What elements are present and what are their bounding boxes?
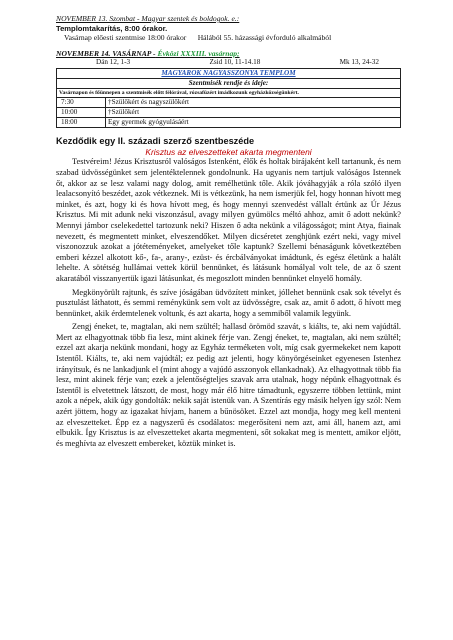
table-row	[57, 98, 401, 108]
bulletin-page	[56, 14, 401, 452]
article-subtitle: Krisztus az elveszetteket akarta megmenteni	[145, 147, 312, 158]
church-name: MAGYAROK NAGYASSZONYA TEMPLOM	[57, 69, 401, 79]
article-title: Kezdődik egy II. századi szerző szentbeszéde	[56, 136, 255, 147]
mass-intention: †Szülőkért és nagyszülőkért	[106, 98, 401, 108]
article-paragraph-2: Megkönyörült rajtunk, és szíve jóságában üdvözített minket, jóllehet bennünk csak sok tévelyt és pusztulást láthatott, és semmi reménykünk sem volt az üdvösségre, csak az, amit ő adott, ő hívott meg bennünket, akik érdemtelenek voltunk, és azt akarta, hogy a semmiből valamik legyünk.	[56, 287, 401, 318]
article-paragraph-3: Zengj éneket, te, magtalan, aki nem szültél; hallasd örömöd szavát, s kiálts, te, aki nem vajúdtál. Mert az elhagyottnak több fia lesz, mint akinek férje van. Zengj éneket, te, magtalan, aki nem szültél; ezzel azt akarja nekünk mondani, hogy az Egyház terméketen volt, míg csak gyermekeket nem kapott Istentől. Kiálts, te, aki nem vajúdtál; ez pedig azt jelenti, hogy könyörgéseinket egyenesen Istenhez irányítsuk, és ne lankadjunk el (mint ahogy a vajúdó asszonyok ellankadnak). Az elhagyottnak több fia lesz, mint akinek férje van; ezek a jelentőségteljes szavak arra utalnak, hogy népünk elhagyottnak és Istentől is elvetettnek látszott, de most, hogy már élő hitre támadtunk, egyszerre többen lettünk, mint azok a népek, akik úgy gondolták: nekik saját istenük van. A Szentírás egy másik helyen így szól: Nem azért jöttem, hogy az igazakat hívjam, hanem a bűnösöket. Ezzel azt mondja, hogy meg kell menteni az elveszetteket. Épp ez a nagyszerű és csodálatos: megerősíteni nem azt, ami áll, hanem azt, ami elbukik. Így Krisztus is az elveszetteket akarta megmenteni, sőt sokakat meg is mentett, amikor eljött, és meghívta az elveszett embereket, köztük minket is.	[56, 322, 401, 448]
mass-order-label: Szentmisék rendje és ideje:	[57, 79, 401, 89]
nov13-heading: NOVEMBER 13. Szombat - Magyar szentek és boldogok. e.:	[56, 14, 240, 23]
vigil-mass-line	[56, 33, 401, 43]
reading-mk: Mk 13, 24-32	[339, 58, 379, 67]
reading-dan: Dán 12, 1-3	[96, 58, 131, 67]
vigil-mass-text: Vasárnap előesti szentmise 18:00 órakor	[64, 33, 187, 43]
mass-intention: †Szülőkért	[106, 108, 401, 118]
readings-row	[56, 58, 401, 67]
reading-zsid: Zsid 10, 11-14.18	[209, 58, 261, 67]
nov14-date: NOVEMBER 14. VASÁRNAP -	[56, 48, 156, 58]
article-paragraph-1: Testvéreim! Jézus Krisztusról valóságos Istenként, élők és holtak birájaként kell tartanunk, és nem szabad üdvösségünket sem jelentéktelennek gondolnunk. Ha ugyanis nem tartjuk valóságos Istennek őt, akkor az se lesz valami nagy dolog, amit remélhetünk tőle. Akik jóváhagyják a róla szóló ilyen lealacsonyító beszédet, azok vétkeznek. Mi is vétkezünk, ha nem ismerjük fel, hogy honnan hívott meg minket, és azt, hogy ki és hova hívott meg, és hogy mennyi szenvedést vállalt értünk az Úr Jézus Krisztus. Mi mit adunk neki viszonzásul, avagy milyen gyümölcs méltó ahhoz, amit ő adott nekünk? Mennyi jámbor cselekedettel tartozunk neki? Hiszen ő adta nekünk a világosságot; mint Atya, fiainak nevezett, és megmentett minket, elveszendőket. Milyen dicséretet zenghjünk ezért neki, vagy mivel viszonozzuk azokat a jótéteményeket, amelyeket tőle kaptunk? Szellemi bénaságunk következtében emberi kézzel alkotott kő-, fa-, arany-, ezüst- és ércbálványokat imádtunk, és egész életünk a halált lehelte. A sötétség hullámai vettek körül bennünket, és látásunk homályal volt tele, de az ő szent akaratából visszanyertük igazi látásunkat, és megoszlott minden bennünket elnyelő homály.	[56, 157, 401, 283]
table-row	[57, 118, 401, 128]
mass-time: 10:00	[57, 108, 106, 118]
anniversary-text: Hálából 55. házassági évforduló alkalmából	[197, 33, 332, 43]
mass-time: 7:30	[57, 98, 106, 108]
rosary-note: Vasárnapon és főünnepen a szentmisék előtt félórával, rózsafüzért imádkozunk egyházközségünkért.	[57, 89, 401, 98]
cleaning-notice: Templomtakarítás, 8:00 órakor.	[56, 23, 168, 33]
sunday-name: Évközi XXXIII. vasárnap;	[157, 48, 240, 58]
mass-time: 18:00	[57, 118, 106, 128]
mass-intention: Egy gyermek gyógyulásáért	[106, 118, 401, 128]
nov14-heading	[56, 49, 401, 59]
table-row	[57, 108, 401, 118]
mass-schedule-table	[56, 68, 401, 128]
